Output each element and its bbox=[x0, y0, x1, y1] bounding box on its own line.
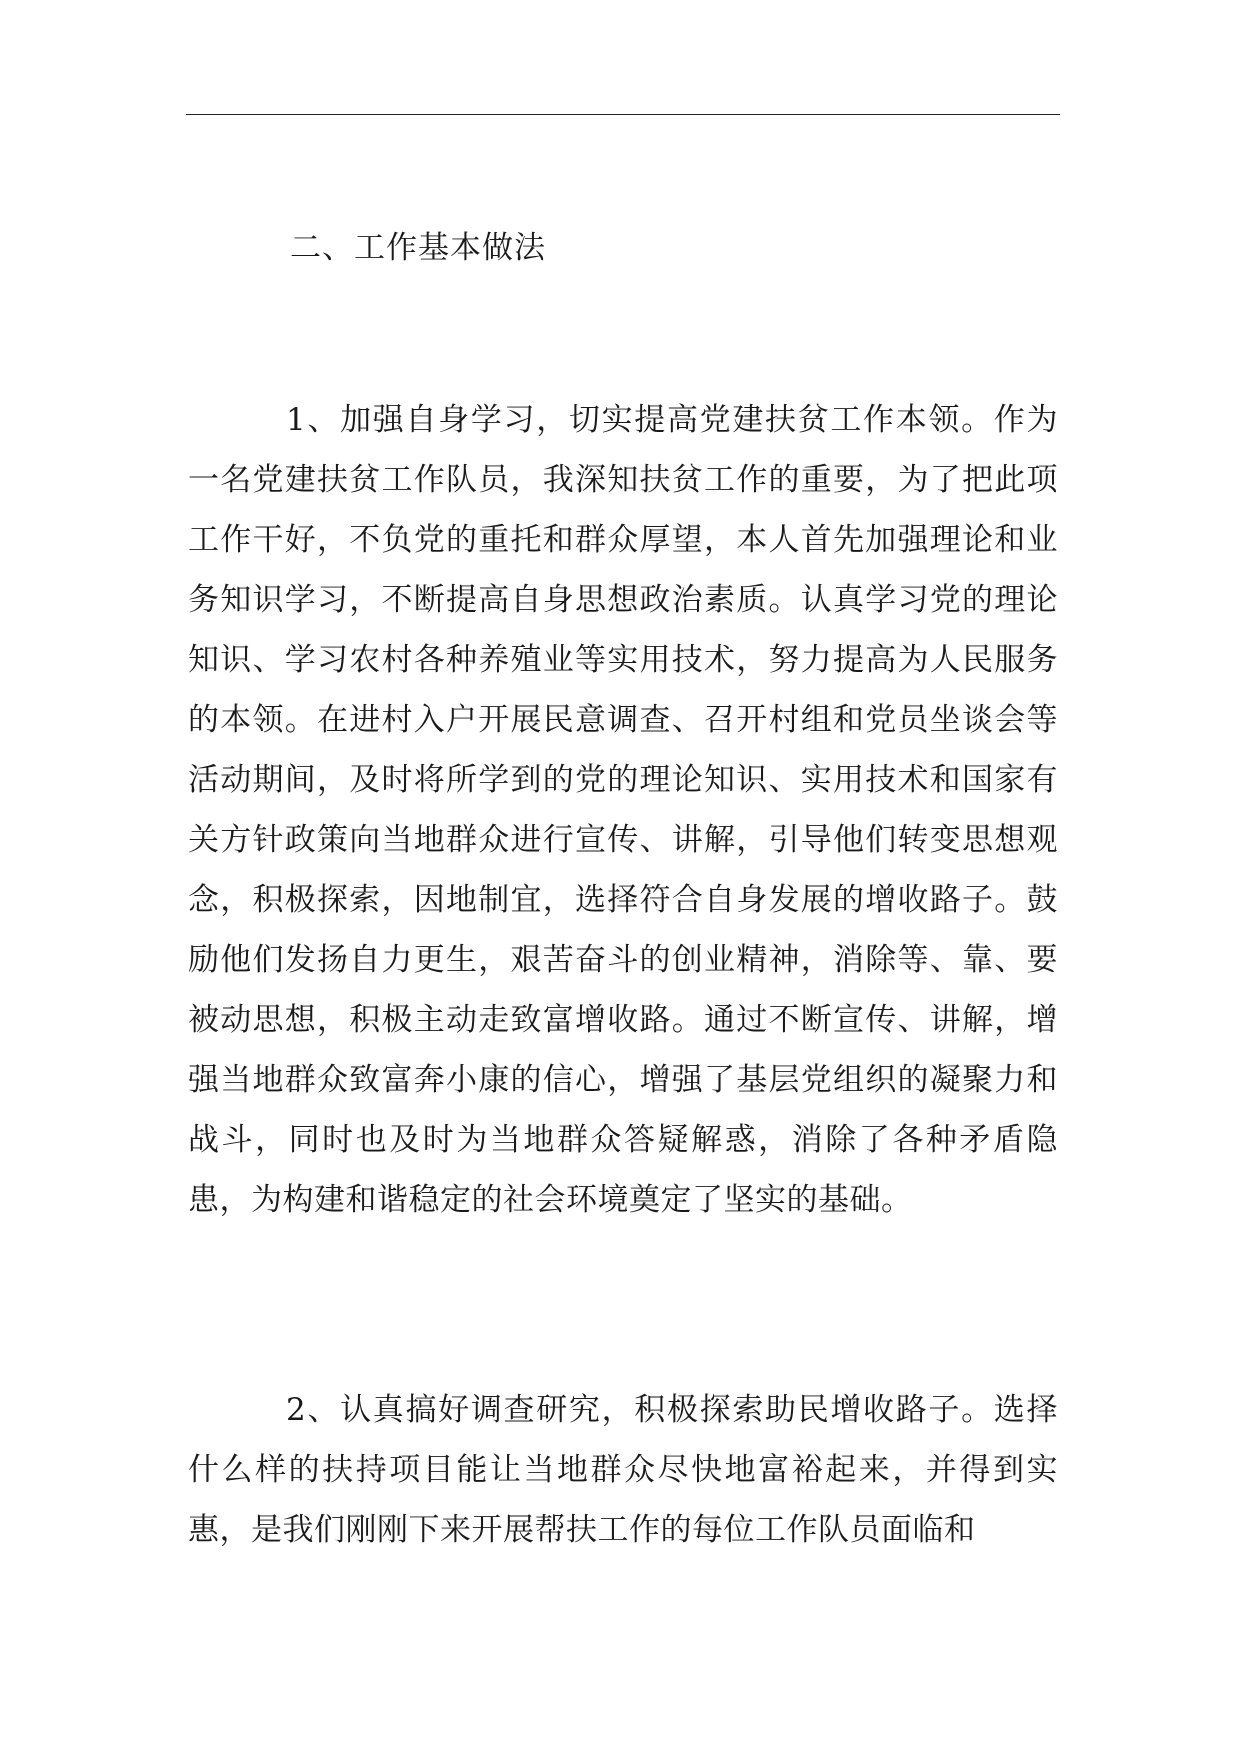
header-divider bbox=[186, 114, 1060, 115]
paragraph-2: 2、认真搞好调查研究，积极探索助民增收路子。选择什么样的扶持项目能让当地群众尽快地富裕起来，并得到实惠，是我们刚刚下来开展帮扶工作的每位工作队员面临和 bbox=[188, 1392, 1058, 1548]
paragraph-1: 1、加强自身学习，切实提高党建扶贫工作本领。作为一名党建扶贫工作队员，我深知扶贫工作的重要，为了把此项工作干好，不负党的重托和群众厚望，本人首先加强理论和业务知识学习，不断提高自身思想政治素质。认真学习党的理论知识、学习农村各种养殖业等实用技术，努力提高为人民服务的本领。在进村入户开展民意调查、召开村组和党员坐谈会等活动期间，及时将所学到的党的理论知识、实用技术和国家有关方针政策向当地群众进行宣传、讲解，引导他们转变思想观念，积极探索，因地制宜，选择符合自身发展的增收路子。鼓励他们发扬自力更生，艰苦奋斗的创业精神，消除等、靠、要被动思想，积极主动走致富增收路。通过不断宣传、讲解，增强当地群众致富奔小康的信心，增强了基层党组织的凝聚力和战斗，同时也及时为当地群众答疑解惑，消除了各种矛盾隐患，为构建和谐稳定的社会环境奠定了坚实的基础。 bbox=[188, 402, 1058, 1218]
section-heading: 二、工作基本做法 bbox=[290, 230, 546, 266]
